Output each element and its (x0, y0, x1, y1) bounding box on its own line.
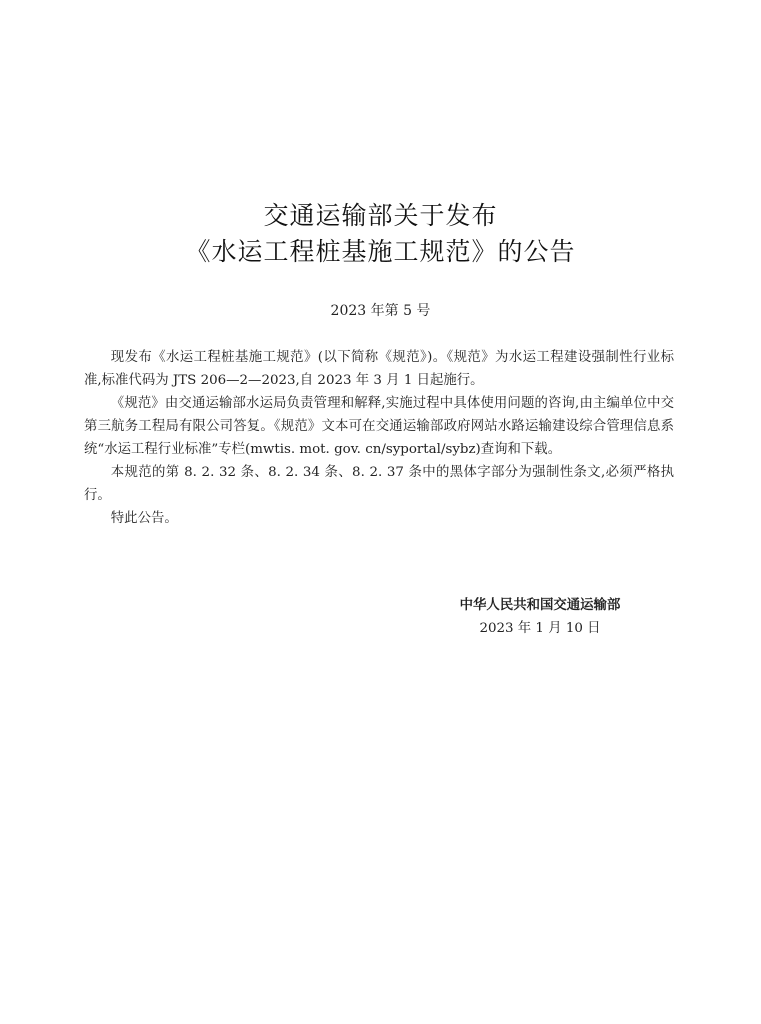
signature-block (420, 594, 660, 640)
document-number: 2023 年第 5 号 (330, 303, 431, 319)
announcement-title (0, 198, 761, 270)
announcement-body (84, 346, 674, 530)
issue-date: 2023 年 1 月 10 日 (479, 621, 601, 636)
title-line-2: 《水运工程桩基施工规范》的公告 (185, 237, 576, 266)
title-line-1: 交通运输部关于发布 (263, 201, 498, 230)
paragraph-mandatory-clauses: 本规范的第 8. 2. 32 条、8. 2. 34 条、8. 2. 37 条中的黑体字部分为强制性条文,必须严格执行。 (84, 465, 674, 503)
paragraph-management: 《规范》由交通运输部水运局负责管理和解释,实施过程中具体使用问题的咨询,由主编单位中交第三航务工程局有限公司答复。《规范》文本可在交通运输部政府网站水路运输建设综合管理信息系统“水运工程行业标准”专栏(mwtis. mot. gov. cn/syportal/sybz)查询和下载。 (84, 396, 674, 457)
issuing-organization: 中华人民共和国交通运输部 (459, 598, 621, 613)
paragraph-release: 现发布《水运工程桩基施工规范》(以下简称《规范》)。《规范》为水运工程建设强制性行业标准,标准代码为 JTS 206—2—2023,自 2023 年 3 月 1 日起施行。 (84, 350, 674, 388)
paragraph-closing: 特此公告。 (110, 511, 178, 526)
